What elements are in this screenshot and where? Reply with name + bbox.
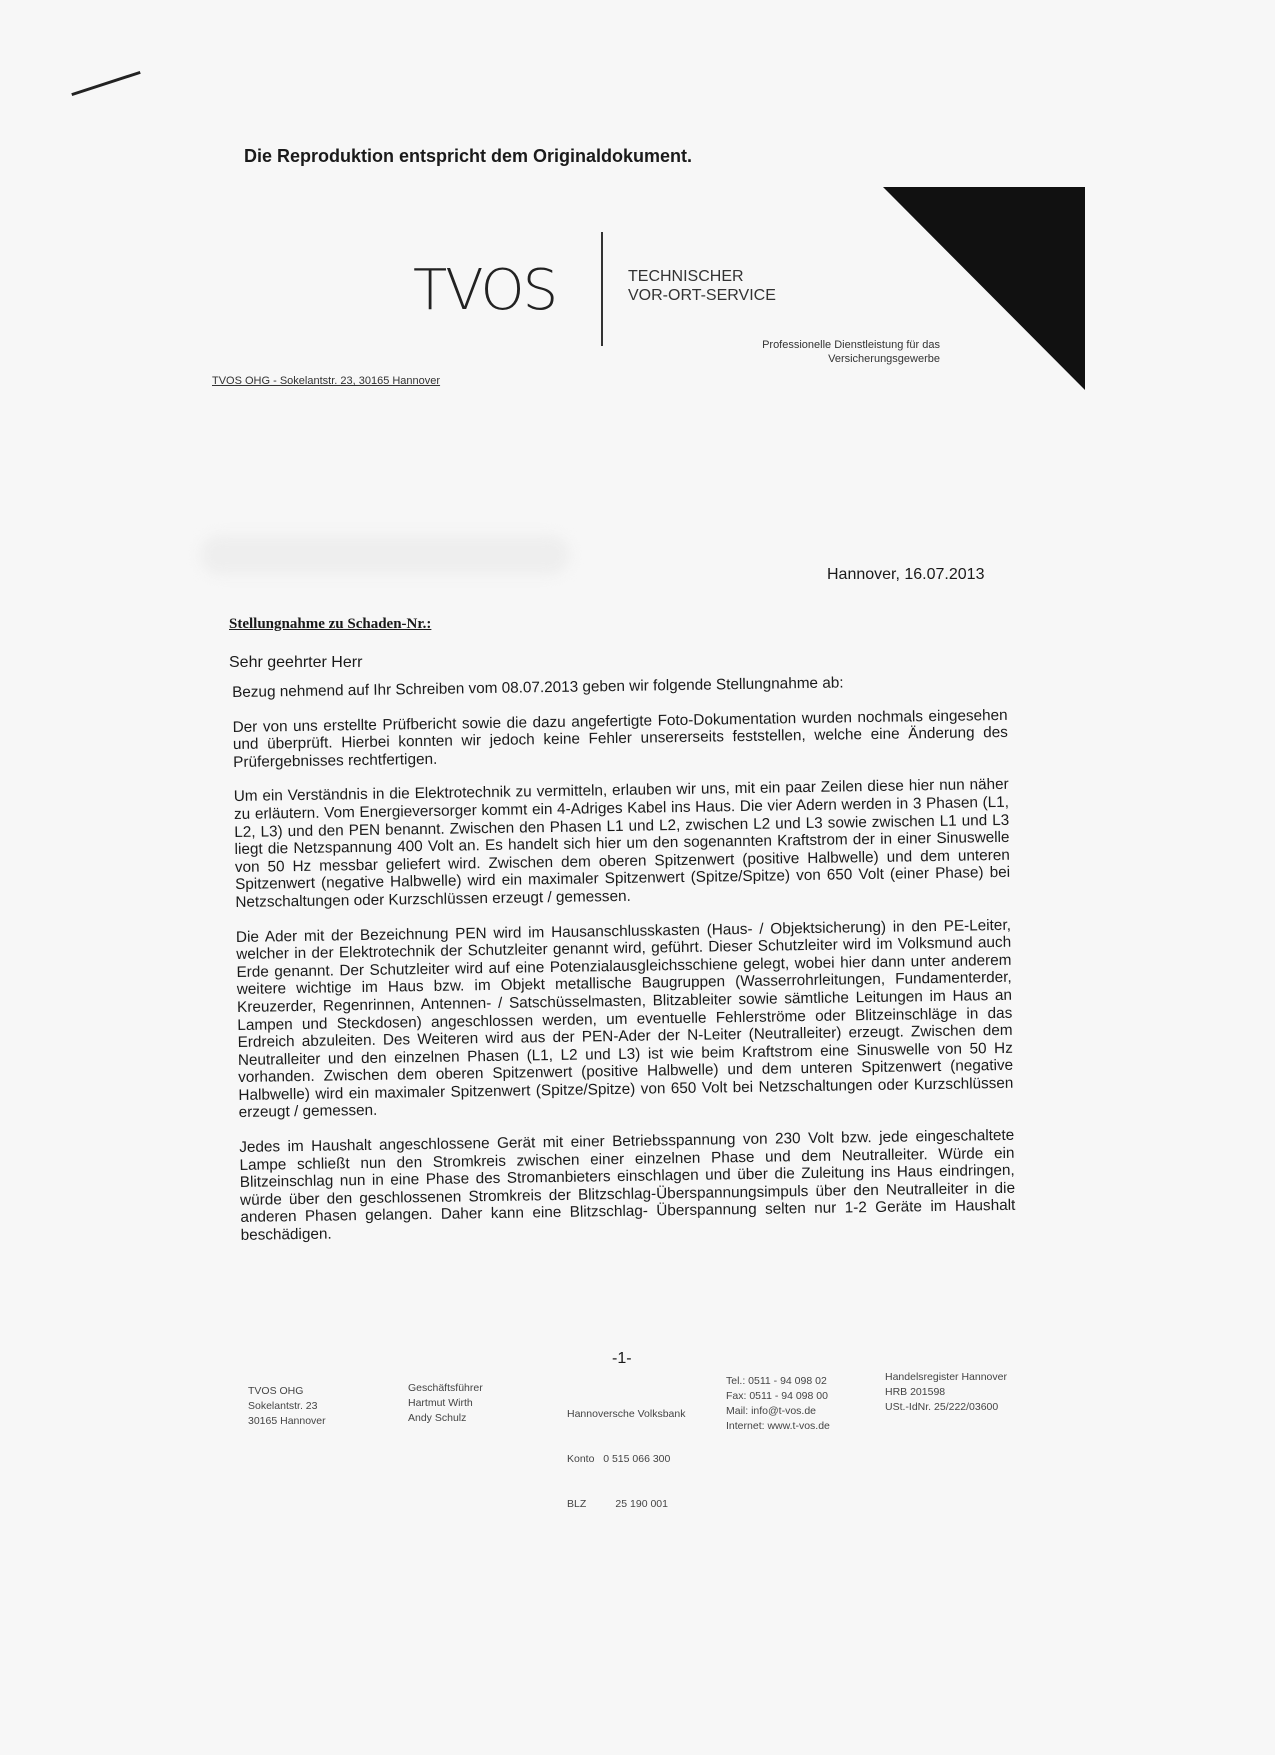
footer-line: Handelsregister Hannover bbox=[885, 1371, 1007, 1383]
logo-divider bbox=[601, 232, 603, 346]
company-logo: TVOS bbox=[413, 258, 557, 323]
pen-mark bbox=[71, 71, 140, 96]
footer-line: USt.-IdNr. 25/222/03600 bbox=[885, 1401, 999, 1413]
footer-line: Mail: info@t-vos.de bbox=[726, 1405, 817, 1417]
professional-line: Versicherungsgewerbe bbox=[828, 353, 940, 365]
footer-line: Konto 0 515 066 300 bbox=[567, 1453, 671, 1465]
paragraph: Um ein Verständnis in die Elektrotechnik zu vermitteln, erlauben wir uns, mit ein paar Zeilen diese hier nun näher zu erläutern. Vom Energieversorger kommt ein 4-Adriges Kabel ins Haus. Die vier Adern werden in 3 Phasen (L1, L2, L3) und den PEN benannt. Zwischen den Phasen L1 und L2, zwischen L2 und L3 sowie zwischen L1 und L3 liegt die Netzspannung 400 Volt an. Es handelt sich hier um den sogenannten Kraftstrom der in einer Sinuswelle von 50 Hz messbar geliefert wird. Zwischen dem oberen Spitzenwert (positive Halbwelle) und dem unteren Spitzenwert (negative Halbwelle) wird ein maximaler Spitzenwert (Spitze/Spitze) von 650 Volt (einer Phase) bei Netzschaltungen oder Kurzschlüssen erzeugt / gemessen. bbox=[233, 776, 1011, 911]
footer-line: Geschäftsführer bbox=[408, 1382, 483, 1394]
footer-line: HRB 201598 bbox=[885, 1386, 946, 1398]
page-number: -1- bbox=[612, 1350, 632, 1367]
professional-line: Professionelle Dienstleistung für das bbox=[762, 339, 940, 351]
letter-subject: Stellungnahme zu Schaden-Nr.: bbox=[229, 616, 432, 632]
letter-date: Hannover, 16.07.2013 bbox=[827, 566, 985, 583]
tagline-line: TECHNISCHER bbox=[628, 268, 744, 285]
footer-line: Sokelantstr. 23 bbox=[248, 1400, 318, 1412]
professional-note bbox=[700, 338, 940, 366]
reproduction-note: Die Reproduktion entspricht dem Originaldokument. bbox=[244, 146, 693, 166]
footer-line: Hannoversche Volksbank bbox=[567, 1408, 686, 1420]
footer-line: Hartmut Wirth bbox=[408, 1397, 473, 1409]
paragraph: Der von uns erstellte Prüfbericht sowie die dazu angefertigte Foto-Dokumentation wurden nochmals eingesehen und überprüft. Hierbei konnten wir jedoch keine Fehler unsererseits feststellen, welche eine Änderung des Prüfergebnisses rechtfertigen. bbox=[232, 706, 1008, 771]
footer-management bbox=[408, 1381, 483, 1426]
footer-line: 30165 Hannover bbox=[248, 1415, 326, 1427]
paragraph: Die Ader mit der Bezeichnung PEN wird im Hausanschlusskasten (Haus- / Objektsicherung) in den PE-Leiter, welcher in der Elektrotechnik der Schutzleiter genannt wird, geführt. Dieser Schutzleiter wird im Volksmund auch Erde genannt. Der Schutzleiter wird auf eine Potenzialausgleichsschiene gelegt, wobei hier dann unter anderem weitere wichtige im Haus bzw. im Objekt metallische Baugruppen (Wasserrohrleitungen, Fundamenterder, Kreuzerder, Regenrinnen, Antennen- / Satschüsselmasten, Blitzableiter sowie sämtliche Leitungen im Haus an Lampen und Steckdosen) angeschlossen werden, um eventuelle Fehlerströme oder Blitzeinschläge in das Erdreich abzuleiten. Des Weiteren wird aus der PEN-Ader der N-Leiter (Neutralleiter) erzeugt. Zwischen dem Neutralleiter und den einzelnen Phasen (L1, L2 und L3) ist wie beim Kraftstrom eine Sinuswelle von 50 Hz vorhanden. Zwischen dem oberen Spitzenwert (positive Halbwelle) und dem unteren Spitzenwert (negative Halbwelle) wird ein maximaler Spitzenwert (Spitze/Spitze) von 650 Volt bei Netzschaltungen oder Kurzschlüssen erzeugt / gemessen. bbox=[235, 916, 1014, 1122]
footer-line: Tel.: 0511 - 94 098 02 bbox=[726, 1375, 827, 1387]
footer-bank bbox=[567, 1377, 686, 1542]
tagline-line: VOR-ORT-SERVICE bbox=[628, 287, 776, 304]
paragraph: Bezug nehmend auf Ihr Schreiben vom 08.07.2013 geben wir folgende Stellungnahme ab: bbox=[232, 674, 844, 701]
footer-company bbox=[248, 1384, 326, 1429]
footer-line: Fax: 0511 - 94 098 00 bbox=[726, 1390, 828, 1402]
redacted-address bbox=[200, 535, 570, 575]
sender-line: TVOS OHG - Sokelantstr. 23, 30165 Hannover bbox=[212, 375, 441, 387]
salutation: Sehr geehrter Herr bbox=[229, 654, 363, 671]
paragraph: Jedes im Haushalt angeschlossene Gerät mit einer Betriebsspannung von 230 Volt bzw. jede eingeschaltete Lampe schließt nun den Stromkreis zwischen einer einzelnen Phase und dem Neutralleiter. Würde ein Blitzeinschlag nun in eine Phase des Stromanbieters einschlagen und über die Zuleitung ins Haus eindringen, würde über den geschlossenen Stromkreis der Blitzschlag-Überspannungsimpuls über den Neutralleiter in die anderen Phasen gelangen. Daher kann eine Blitzschlag- Überspannung selten nur 1-2 Geräte im Haushalt beschädigen. bbox=[239, 1126, 1016, 1244]
letter-body bbox=[232, 672, 1016, 1262]
footer-line: Andy Schulz bbox=[408, 1412, 467, 1424]
footer-line: BLZ 25 190 001 bbox=[567, 1498, 668, 1510]
footer-contact bbox=[726, 1374, 830, 1434]
footer-line: TVOS OHG bbox=[248, 1385, 304, 1397]
footer-line: Internet: www.t-vos.de bbox=[726, 1420, 830, 1432]
footer-register bbox=[885, 1370, 1007, 1415]
company-tagline bbox=[628, 267, 776, 305]
